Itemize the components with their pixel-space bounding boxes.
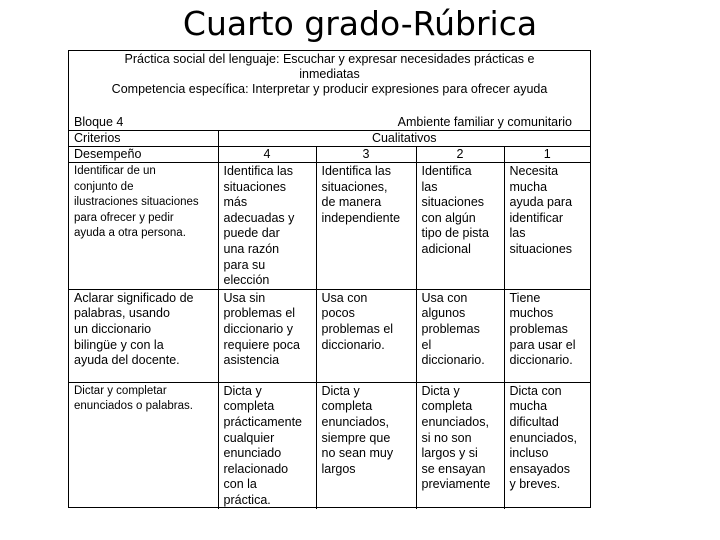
level-1-cell: Dicta con mucha dificultad enunciados, incluso ensayados y breves.	[504, 382, 590, 508]
performance-label: Desempeño	[69, 147, 218, 163]
block-label: Bloque 4	[74, 115, 124, 129]
block-row	[69, 115, 590, 131]
environment-label: Ambiente familiar y comunitario	[397, 115, 573, 129]
level-4-cell: Identifica las situaciones más adecuadas y puede dar una razón para su elección	[218, 163, 316, 290]
level-3-cell: Dicta y completa enunciados, siempre que no sean muy largos	[316, 382, 416, 508]
table-row	[69, 163, 590, 290]
qualitative-label: Cualitativos	[218, 131, 590, 147]
table-row	[69, 289, 590, 382]
level-4-header: 4	[218, 147, 316, 163]
level-2-cell: Dicta y completa enunciados, si no son largos y si se ensayan previamente	[416, 382, 504, 508]
criteria-label: Criterios	[69, 131, 218, 147]
level-2-cell: Usa con algunos problemas el diccionario.	[416, 289, 504, 382]
level-3-cell: Usa con pocos problemas el diccionario.	[316, 289, 416, 382]
level-3-cell: Identifica las situaciones, de manera independiente	[316, 163, 416, 290]
level-4-cell: Usa sin problemas el diccionario y requiere poca asistencia	[218, 289, 316, 382]
level-3-header: 3	[316, 147, 416, 163]
level-1-header: 1	[504, 147, 590, 163]
level-2-cell: Identifica las situaciones con algún tipo de pista adicional	[416, 163, 504, 290]
social-practice-line-1: Práctica social del lenguaje: Escuchar y expresar necesidades prácticas e	[124, 52, 535, 66]
criteria-row	[69, 131, 590, 147]
specific-competence-line: Competencia específica: Interpretar y producir expresiones para ofrecer ayuda	[111, 82, 548, 96]
social-practice-line-2: inmediatas	[299, 67, 360, 81]
rubric-table-image	[68, 50, 591, 508]
block-cell	[69, 115, 590, 131]
level-4-cell: Dicta y completa prácticamente cualquier enunciado relacionado con la práctica.	[218, 382, 316, 508]
performance-row	[69, 147, 590, 163]
table-row	[69, 382, 590, 508]
level-1-cell: Tiene muchos problemas para usar el diccionario.	[504, 289, 590, 382]
level-1-cell: Necesita mucha ayuda para identificar las situaciones	[504, 163, 590, 290]
criterion-cell: Aclarar significado de palabras, usando un diccionario bilingüe y con la ayuda del docente.	[69, 289, 218, 382]
slide-title: Cuarto grado-Rúbrica	[182, 4, 538, 43]
criterion-cell: Identificar de un conjunto de ilustraciones situaciones para ofrecer y pedir ayuda a otra persona.	[69, 163, 218, 290]
rubric-header	[69, 52, 590, 97]
level-2-header: 2	[416, 147, 504, 163]
rubric-grid	[69, 115, 590, 509]
criterion-cell: Dictar y completar enunciados o palabras.	[69, 382, 218, 508]
